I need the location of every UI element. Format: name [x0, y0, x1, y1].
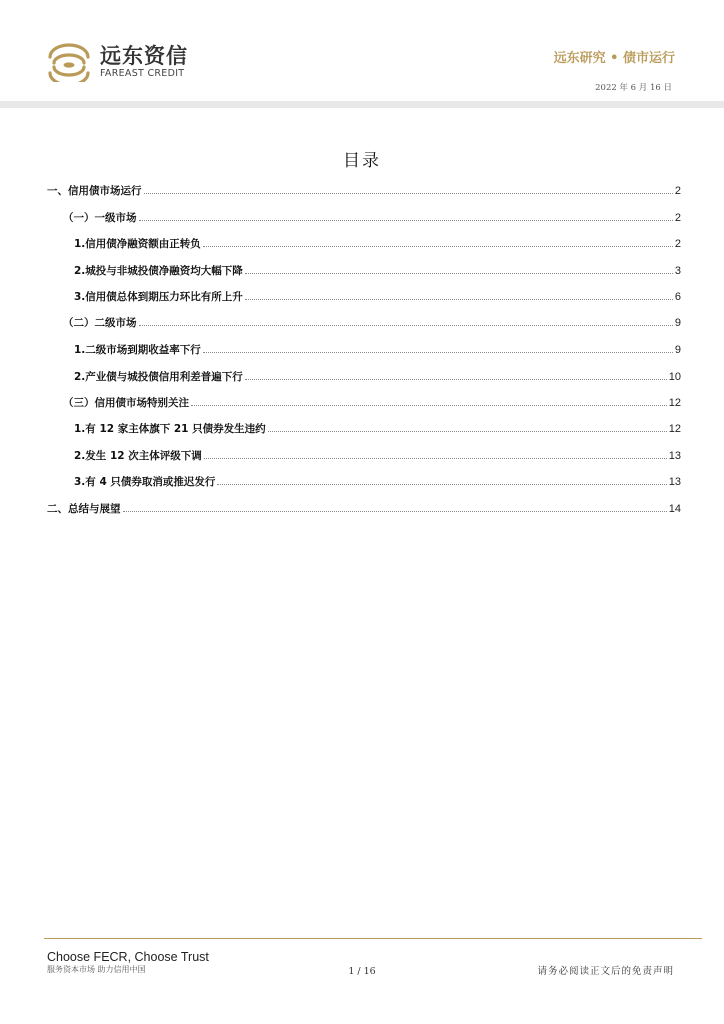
- footer-subslogan: 服务资本市场 助力信用中国: [47, 965, 146, 974]
- toc-entry-text: 2.产业债与城投债信用利差普遍下行: [74, 371, 243, 383]
- toc-entry-2[interactable]: [47, 502, 681, 516]
- toc-entry-page: 2: [674, 185, 681, 197]
- toc-dot-leader: [203, 246, 673, 247]
- toc-entry-page: 12: [668, 423, 681, 435]
- toc-dot-leader: [245, 299, 673, 300]
- toc-entry-page: 13: [668, 476, 681, 488]
- toc-entry-page: 3: [674, 265, 681, 277]
- toc-entry-text: （三）信用债市场特别关注: [63, 397, 189, 409]
- toc-entry-page: 10: [668, 371, 681, 383]
- toc-entry-1-1[interactable]: [63, 211, 681, 225]
- fareast-credit-logo-icon: [44, 40, 94, 82]
- toc-entry-1-1-3[interactable]: [74, 290, 681, 304]
- toc-entry-page: 13: [668, 450, 681, 462]
- toc-entry-1-3[interactable]: [63, 396, 681, 410]
- toc-entry-1-1-2[interactable]: [74, 264, 681, 278]
- toc-entry-page: 12: [668, 397, 681, 409]
- toc-dot-leader: [268, 431, 667, 432]
- report-section-label: 远东研究 • 债市运行: [553, 51, 675, 66]
- toc-entry-text: 2.发生 12 次主体评级下调: [74, 450, 202, 462]
- toc-dot-leader: [123, 511, 667, 512]
- toc-dot-leader: [139, 325, 673, 326]
- page-number: 1 / 16: [348, 966, 376, 977]
- toc-entry-1-2-1[interactable]: [74, 343, 681, 357]
- toc-entry-text: （一）一级市场: [63, 212, 137, 224]
- toc-entry-page: 2: [674, 212, 681, 224]
- toc-entry-text: 1.信用债净融资额由正转负: [74, 238, 201, 250]
- toc-entry-1-2-2[interactable]: [74, 370, 681, 384]
- brand-name-en: FAREAST CREDIT: [100, 68, 185, 79]
- toc-dot-leader: [245, 273, 673, 274]
- toc-dot-leader: [245, 379, 667, 380]
- toc-entry-1-3-1[interactable]: [74, 422, 681, 436]
- toc-entry-1-3-2[interactable]: [74, 449, 681, 463]
- toc-dot-leader: [203, 352, 673, 353]
- toc-entry-text: 1.二级市场到期收益率下行: [74, 344, 201, 356]
- disclaimer-note: 请务必阅读正文后的免责声明: [537, 966, 674, 977]
- toc-entry-page: 9: [674, 344, 681, 356]
- toc-entry-1-2[interactable]: [63, 316, 681, 330]
- report-date: 2022 年 6 月 16 日: [595, 83, 672, 93]
- footer-slogan: Choose FECR, Choose Trust: [47, 950, 209, 964]
- toc-entry-text: 2.城投与非城投债净融资均大幅下降: [74, 265, 243, 277]
- toc-dot-leader: [191, 405, 667, 406]
- toc-dot-leader: [144, 193, 673, 194]
- toc-entry-page: 14: [668, 503, 681, 515]
- toc-entry-text: 1.有 12 家主体旗下 21 只债券发生违约: [74, 423, 266, 435]
- toc-entry-page: 9: [674, 317, 681, 329]
- footer-divider: [44, 938, 702, 939]
- toc-entry-text: 二、总结与展望: [47, 503, 121, 515]
- toc-entry-page: 2: [674, 238, 681, 250]
- toc-entry-text: （二）二级市场: [63, 317, 137, 329]
- toc-entry-page: 6: [674, 291, 681, 303]
- brand-name-cn: 远东资信: [100, 44, 188, 68]
- header-divider-band: [0, 101, 724, 108]
- toc-dot-leader: [217, 484, 666, 485]
- toc-entry-text: 3.有 4 只债券取消或推迟发行: [74, 476, 216, 488]
- toc-entry-text: 一、信用债市场运行: [47, 185, 142, 197]
- toc-entry-1[interactable]: [47, 184, 681, 198]
- toc-dot-leader: [204, 458, 667, 459]
- toc-entry-1-3-3[interactable]: [74, 475, 681, 489]
- toc-entry-1-1-1[interactable]: [74, 237, 681, 251]
- toc-title: 目录: [343, 151, 381, 171]
- toc-entry-text: 3.信用债总体到期压力环比有所上升: [74, 291, 243, 303]
- toc-dot-leader: [139, 220, 673, 221]
